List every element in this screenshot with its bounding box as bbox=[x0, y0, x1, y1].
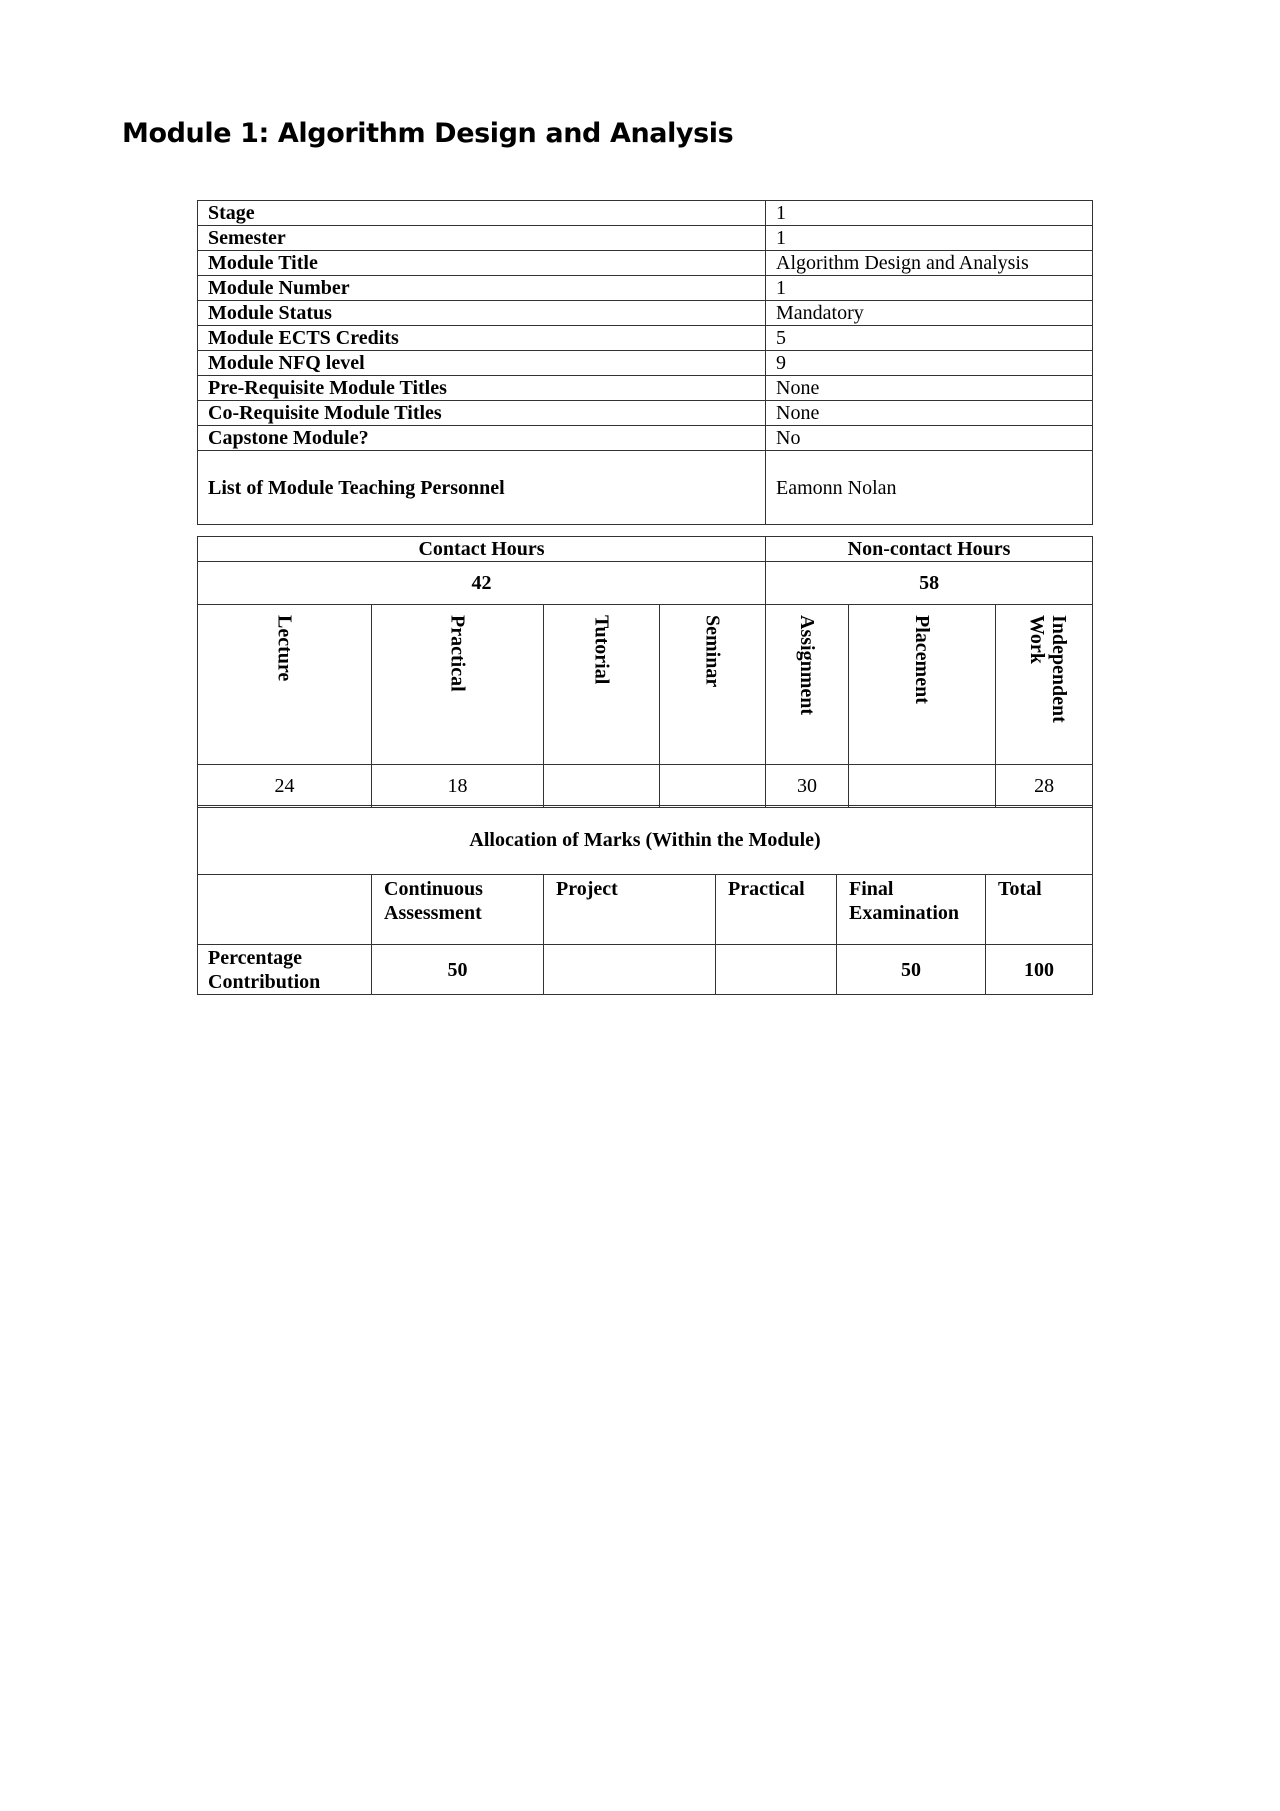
hours-value-assignment: 30 bbox=[766, 765, 849, 808]
hours-col-label: Placement bbox=[911, 615, 934, 704]
hours-col-label: Practical bbox=[446, 615, 469, 692]
hours-col-tutorial bbox=[544, 605, 660, 765]
info-row-module-nfq-level bbox=[198, 351, 1093, 376]
info-row-capstone-module bbox=[198, 426, 1093, 451]
marks-value-project bbox=[544, 945, 716, 995]
contact-hours-header: Contact Hours bbox=[198, 537, 766, 562]
info-value: None bbox=[766, 401, 1093, 426]
info-value: Eamonn Nolan bbox=[766, 451, 1093, 525]
hours-col-practical bbox=[372, 605, 544, 765]
info-row-module-number bbox=[198, 276, 1093, 301]
info-label: Module NFQ level bbox=[198, 351, 766, 376]
info-label: Pre-Requisite Module Titles bbox=[198, 376, 766, 401]
info-value: No bbox=[766, 426, 1093, 451]
hours-col-placement bbox=[849, 605, 996, 765]
info-value: None bbox=[766, 376, 1093, 401]
hours-value-tutorial bbox=[544, 765, 660, 808]
marks-col-total: Total bbox=[986, 875, 1093, 945]
info-label: Module Status bbox=[198, 301, 766, 326]
hours-value-independent-work: 28 bbox=[996, 765, 1093, 808]
info-value: 1 bbox=[766, 226, 1093, 251]
marks-value-final-examination: 50 bbox=[837, 945, 986, 995]
info-row-module-title bbox=[198, 251, 1093, 276]
info-label: Module Title bbox=[198, 251, 766, 276]
info-label: Module Number bbox=[198, 276, 766, 301]
info-value: Algorithm Design and Analysis bbox=[766, 251, 1093, 276]
info-row-semester bbox=[198, 226, 1093, 251]
marks-col-project: Project bbox=[544, 875, 716, 945]
marks-col-continuous-assessment: Continuous Assessment bbox=[372, 875, 544, 945]
hours-col-label: Lecture bbox=[273, 615, 296, 682]
hours-value-lecture: 24 bbox=[198, 765, 372, 808]
info-label: Module ECTS Credits bbox=[198, 326, 766, 351]
info-row-list-of-module-teaching-personnel bbox=[198, 451, 1093, 525]
hours-col-label: Seminar bbox=[701, 615, 724, 688]
info-value: 9 bbox=[766, 351, 1093, 376]
info-row-module-status bbox=[198, 301, 1093, 326]
page-title: Module 1: Algorithm Design and Analysis bbox=[122, 118, 734, 149]
module-info-table bbox=[197, 200, 1093, 525]
hours-col-seminar bbox=[660, 605, 766, 765]
marks-caption: Allocation of Marks (Within the Module) bbox=[198, 806, 1093, 875]
hours-value-seminar bbox=[660, 765, 766, 808]
hours-table bbox=[197, 536, 1093, 808]
info-label: Semester bbox=[198, 226, 766, 251]
info-label: List of Module Teaching Personnel bbox=[198, 451, 766, 525]
hours-col-label: Independent Work bbox=[1026, 615, 1071, 723]
marks-col-final-examination: Final Examination bbox=[837, 875, 986, 945]
hours-col-assignment bbox=[766, 605, 849, 765]
contact-hours-total: 42 bbox=[198, 562, 766, 605]
info-label: Co-Requisite Module Titles bbox=[198, 401, 766, 426]
marks-col-practical: Practical bbox=[716, 875, 837, 945]
marks-value-continuous-assessment: 50 bbox=[372, 945, 544, 995]
noncontact-hours-total: 58 bbox=[766, 562, 1093, 605]
info-row-module-ects-credits bbox=[198, 326, 1093, 351]
info-row-stage bbox=[198, 201, 1093, 226]
info-row-co-requisite-module-titles bbox=[198, 401, 1093, 426]
hours-col-label: Tutorial bbox=[590, 615, 613, 685]
info-label: Capstone Module? bbox=[198, 426, 766, 451]
marks-corner-cell bbox=[198, 875, 372, 945]
info-row-pre-requisite-module-titles bbox=[198, 376, 1093, 401]
info-value: 5 bbox=[766, 326, 1093, 351]
info-value: 1 bbox=[766, 276, 1093, 301]
info-label: Stage bbox=[198, 201, 766, 226]
hours-col-lecture bbox=[198, 605, 372, 765]
hours-col-label: Assignment bbox=[796, 615, 819, 716]
marks-value-total: 100 bbox=[986, 945, 1093, 995]
noncontact-hours-header: Non-contact Hours bbox=[766, 537, 1093, 562]
info-value: Mandatory bbox=[766, 301, 1093, 326]
percentage-contribution-label: Percentage Contribution bbox=[198, 945, 372, 995]
marks-table bbox=[197, 805, 1093, 995]
info-value: 1 bbox=[766, 201, 1093, 226]
hours-value-practical: 18 bbox=[372, 765, 544, 808]
hours-col-independent-work bbox=[996, 605, 1093, 765]
marks-value-practical bbox=[716, 945, 837, 995]
hours-value-placement bbox=[849, 765, 996, 808]
